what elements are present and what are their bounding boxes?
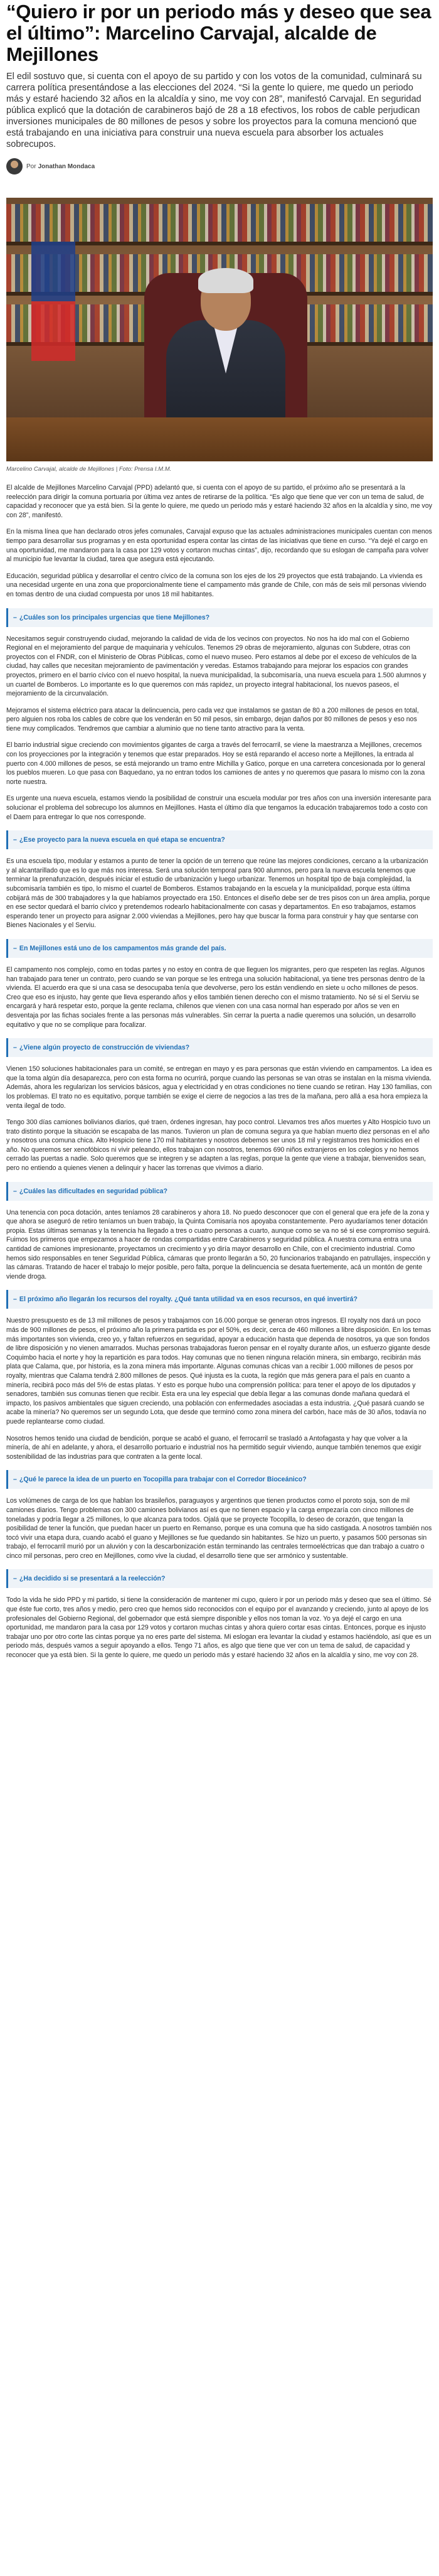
question-marker-icon: – [13,836,17,844]
article-paragraph: El campamento nos complejo, como en todas partes y no estoy en contra de que lleguen los migrantes, pero que respeten las reglas. Algunos han trabajado para tener un contrato, pero cuando se van porque se les entrega una solución habitacional, ya tiene tres personas dentro de la vivienda. El acuerdo era que si una casa se desocupaba tenía que devolverse, pero los están vendiendo en siete u ocho millones de pesos. Creo que eso es injusto, hay gente que lleva esperando años y ellos también tienen derecho con el mismo tratamiento. No sé si el Serviu se encargará y hará respetar esto, porque la gente reclama, chilenos que vienen con una casa normal han esperado por años se ven en desventaja por las fichas sociales frente a las personas más vulnerables. Sin cerrar la puerta a nadie queremos una solución, un desarrollo equitativo y que no se complique para focalizar. [6,965,425,1029]
article-paragraph: Una tenencia con poca dotación, antes teníamos 28 carabineros y ahora 18. No puedo desconocer que con el general que era jefe de la zona y que ahora se aseguró de retiro teníamos un buen trabajo, la Quinta Comisaría nos apoyaba constantemente. Pero ayudaríamos tener dotación propia. Estas últimas semanas y la tenencia ha llegado a tres o cuatro personas a cuarto, aunque como se va no sé si ese compromiso seguirá. Fuimos los primeros que empezamos a hacer de rondas compartidas entre Carabineros y seguridad pública. A nuestra comuna entra una cantidad de camiones impresionante, proyectamos un crecimiento y yo diría mayor desarrollo en Chile, con el crecimiento industrial. Como hemos sido responsables en tener Seguridad Pública, cámaras que pronto llegarán a 50, 20 funcionarios trabajando en patrullajes, inspección y las cámaras. Tratando de hacer el trabajo lo mejor posible, pero falta, porque la delincuencia se desata fuertemente, acá un montón de gente viende droga. [6,1208,431,1280]
byline [6,156,433,176]
question-text: ¿Cuáles las dificultades en seguridad pública? [19,1187,167,1195]
article-paragraph: Es una escuela tipo, modular y estamos a punto de tener la opción de un terreno que reúne las mejores condiciones, cercano a la urbanización y al alcantarillado que es lo que más nos interesa. Será una solución temporal para 900 alumnos, pero para la nueva escuela tenemos que terminar la prenafunzación, después iniciar el estudio de urbanización y luego urbanizar. Tenemos un hospital tipo de baja complejidad, la subcomisaría también es tipo, lo mismo el cuartel de Bomberos. Estamos trabajando en la escuela y la municipalidad, porque esta última cobijará más de 300 trabajadores y la que habíamos proyectado era 150. Entonces el diseño debe ser de tres pisos con un área amplia, porque en ese sector quedará el barrio cívico y pretendemos rodearlo habitacionalmente con casas y departamentos. En eso trabajamos, estamos esperando tener un proyecto para asignar 2.000 viviendas a Mejillones, pero hay que buscar la forma para construir y hay que sentarse con Bienes Nacionales y el Serviu. [6,857,430,930]
question-marker-icon: – [13,1044,17,1052]
question-text: ¿Qué le parece la idea de un puerto en Tocopilla para trabajar con el Corredor Bioceánico? [19,1476,307,1484]
interview-question [6,608,433,627]
interview-question [6,1182,433,1201]
article-paragraph: Necesitamos seguir construyendo ciudad, mejorando la calidad de vida de los vecinos con proyectos. No nos ha ido mal con el Gobierno Regional en el mejoramiento del parque de maquinaria y vehículos. Tenemos 29 obras de mejoramiento, algunas con Subdere, otras con proyectos con el FNDR, con el Ministerio de Obras Públicas, como el nuevo museo. Pero estamos al debe por el exceso de vehículos de la ciudad, hay calles que necesitan mejoramiento de pavimentación y veredas. Estamos trabajando para mejorar los espacios con grandes proyectos, primero en el barrio cívico con el nuevo hospital, la nueva municipalidad, la subcomisaría, una nueva escuela para 1.500 alumnos y un cuartel de Bomberos. Lo importante es lo que queremos con más rapidez, un proyecto integral habitacional, los nuevos paseos, el mejoramiento de la circunvalación. [6,635,426,698]
article-paragraph: Mejoramos el sistema eléctrico para atacar la delincuencia, pero cada vez que instalamos se gastan de 80 a 200 millones de pesos en total, pero alguien nos roba los cables de cobre que los venderán en 50 mil pesos, sin embargo, dejan daños por 80 millones de pesos y eso nos tiene muy complicados. Tendremos que cambiar a aluminio que no tiene tanto atractivo para la venta. [6,706,419,733]
question-text: ¿Ese proyecto para la nueva escuela en qué etapa se encuentra? [19,836,225,844]
question-text: En Mejillones está uno de los campamentos más grande del país. [19,944,226,952]
author-name-link[interactable]: Jonathan Mondaca [38,163,95,170]
article-paragraph: Es urgente una nueva escuela, estamos viendo la posibilidad de construir una escuela modular por tres años con una inversión interesante para solucionar el problema del sobrecupo los alumnos en Mejillones. Hasta el último día que tengamos la educación trabajaremos todo a costo con el Daem para entregar lo que nos corresponde. [6,795,431,821]
article-paragraph: Nuestro presupuesto es de 13 mil millones de pesos y trabajamos con 16.000 porque se generan otros ingresos. El royalty nos dará un poco más de 900 millones de pesos, el próximo año la primera partida es por el 50%, es decir, cerca de 460 millones a libre disposición. En los temas más importantes son vivienda, creo yo, y faltan refuerzos en seguridad, apoyar a educación hasta que dependa de nosotros, ya que son fondos de libre disposición y no vienen amarrados. Muchas personas trabajadoras fueron pensar en el royalty durante años, un esfuerzo gigante desde Coquimbo hacia el norte y hoy la repartición es para todos. Hay comunas que no tienen ninguna relación minera, sin embargo, recibirán más plata que Calama, que, por historia, es la zona minera más importante. Algunas comunas chicas van a recibir 1.000 millones de pesos por royalty, mientras que Calama tendrá 2.800 millones de pesos. Qué injusta es la cuota, la región que más genera para el país en cuanto a minería, recibirá poco más del 5% de estas platas. Y esto es porque hubo una comprensión política: para tener el apoyo de los diputados y senadores, también sus comunas tienen que recibir. Esta era una ley especial que debía llegar a las comunas donde mañana quedará el impacto, los pasivos ambientales que siguen creciendo, una población con enfermedades asociadas a esta industria. ¿Qué pasará cuando se acabe la minería? No queremos ser un segundo Lota, que desde que terminó como zona minera del carbón, hace más de 30 años, todavía no puede replantearse como ciudad. [6,1317,431,1425]
article-page [0,1,439,1679]
question-marker-icon: – [13,1575,17,1583]
question-text: ¿Viene algún proyecto de construcción de viviendas? [19,1044,190,1052]
interview-question [6,1290,433,1309]
article-headline: “Quiero ir por un periodo más y deseo que sea el último”: Marcelino Carvajal, alcalde de Mejillones [6,1,431,65]
flag-decoration [31,242,75,361]
article-paragraph: Los volúmenes de carga de los que hablan los brasileños, paraguayos y argentinos que tienen productos como el poroto soja, son de mil camiones diarios. Tengo problemas con 300 camiones bolivianos así es que no tienen espacio y la carga empezaría con cinco millones de toneladas y podría llegar a 25 millones, lo que alcanza para todos. Ojalá que se proyecte Tocopilla, lo deseo de corazón, que tengan la posibilidad de tener la función, que puedan hacer un puerto en Remanso, porque es una comuna que ha sido castigada. A nosotros también nos tocó vivir una etapa dura, cuando acabó el guano y Mejillones se fue quedando sin habitantes. Se hizo un puerto, y pasamos 500 personas sin trabajo, el ferrocarril murió por un aluvión y con la descarbonización están terminando las centrales termoeléctricas que dan trabajo a cuatro o cinco mil personas, pero creo en Mejillones, como vive la ciudad, el desarrollo tiene que ser armónico y sustentable. [6,1497,432,1560]
interview-question [6,939,433,958]
question-marker-icon: – [13,944,17,952]
article-paragraph: Tengo 300 días camiones bolivianos diarios, qué traen, órdenes ingresan, hay poco control. Llevamos tres años muertes y Alto Hospicio tuvo un trato distinto porque la situación se escapaba de las manos. Tuvieron un plan de comuna segura ya que habían muerto diez personas en el año y nosotros una comuna chica. Alto Hospicio tiene 170 mil habitantes y nosotros debemos ser unos 18 mil y registramos tres homicidios en el año. No queremos ser xenofóbicos ni vivir peleando, ellos trabajan con nosotros, tenemos 690 niños extranjeros en los colegios y no hemos cerrado las puertas a nadie. Solo queremos que se integren y se adapten a las reglas, porque la gente que viene a trabajar, bienvenidos sean, pero no entiendo a quienes vienen a delinquir y hacer las torrenas que vivimos a diario. [6,1119,431,1173]
article-paragraph: El barrio industrial sigue creciendo con movimientos gigantes de carga a través del ferrocarril, se viene la maestranza a Mejillones, crecemos con los proyecciones por la integración y tenemos que estar preparados. Hoy se está reparando el acceso norte a Mejillones, la entrada al puerto con 4.000 millones de pesos, se está mejorando un tramo entre Michilla y Gatico, porque en una carretera concesionada por lo general los pueblos mueren. Lo que pasa con Baquedano, ya no entran todos los camiones de antes y no queremos que pasara lo mismo con la zona norte nuestra. [6,741,425,786]
question-marker-icon: – [13,1187,17,1195]
photo-caption: Marcelino Carvajal, alcalde de Mejillones | Foto: Prensa I.M.M. [6,466,172,473]
interview-question [6,1470,433,1489]
question-marker-icon: – [13,613,17,621]
byline-prefix: Por [26,163,36,170]
article-body [6,483,433,1660]
interview-question [6,1038,433,1057]
interview-question [6,1569,433,1588]
article-paragraph: Vienen 150 soluciones habitacionales para un comité, se entregan en mayo y es para personas que están viviendo en campamentos. La idea es que la toma algún día desaparezca, pero con esta forma no ocurrirá, porque cuando las personas se van otras se instalan en la misma vivienda. Además, ahora les regularizan los servicios básicos, agua y electricidad y en otras condiciones no tiene cuando se retiran. Hay 130 familias, con los problemas. El trato no es equitativo, porque también se exige el cierre de negocios a las tres de la mañana, pero allá a esa hora empieza la venta ilegal de todo. [6,1065,432,1110]
article-paragraph: Todo la vida he sido PPD y mi partido, si tiene la consideración de mantener mi cupo, quiero ir por un periodo más y deseo que sea el último. Sé que éste fue corto, tres años y medio, pero creo que hemos sido reconocidos con el equipo por el avanzando y creciendo, junto al apoyo de los profesionales del Gobierno Regional, del gobernador que está siempre disponible y ellos nos toman la voz. Yo ya dejé el cargo en una oportunidad, me mandaron para la casa por 129 votos y cortaron muchas cintas y ahora quiero cortar esas cintas. Entonces, porque es injusto trabajar uno por otro corte las cintas porque ya no eres parte del sistema. Mi eslogan era levantar la ciudad y estamos haciéndolo, así que es un periodo más, después vamos a seguir apoyando a ellos. Tengo 71 años, es algo que tiene que ver con un tema de salud, de capacidad y reconocer que ya está bien. Si la gente lo quiere, me quedo un periodo más y estaré haciendo 32 años en la alcaldía y sino, me voy con 28. [6,1596,431,1660]
article-paragraph: Educación, seguridad pública y desarrollar el centro cívico de la comuna son los ejes de los 29 proyectos que está trabajando. La vivienda es una necesidad urgente en una zona que proporcionalmente tiene el campamento más grande de Chile, con más de seis mil personas viviendo en tomas dentro de una ciudad compuesta por unos 18 mil habitantes. [6,572,426,598]
question-marker-icon: – [13,1296,17,1304]
question-text: El próximo año llegarán los recursos del royalty. ¿Qué tanta utilidad va en esos recursos, en qué invertirá? [19,1296,357,1304]
article-paragraph: En la misma línea que han declarado otros jefes comunales, Carvajal expuso que las actuales administraciones municipales cuentan con menos tiempo para desarrollar sus programas y en esta oportunidad espera contar las cintas de las iniciativas que tiene en curso. “Ya dejé el cargo en una oportunidad, me mandaron para la casa por 129 votos y cortaron muchas cintas”, dijo, recordando que su eslogan de campaña para volver al municipio fue levantar la ciudad, tarea que asegura está ejecutando. [6,528,432,564]
article-paragraph: Nosotros hemos tenido una ciudad de bendición, porque se acabó el guano, el ferrocarril se trasladó a Antofagasta y hay que volver a la minería, de ahí en adelante, y ahora, el desarrollo portuario e industrial nos ha permitido seguir viviendo, aunque también tenemos que exigir sostenibilidad de las industrias para que contraten a la gente local. [6,1434,421,1461]
question-marker-icon: – [13,1476,17,1484]
author-avatar [6,158,23,174]
interview-question [6,830,433,849]
question-text: ¿Ha decidido si se presentará a la reelección? [19,1575,166,1583]
article-lede: El edil sostuvo que, si cuenta con el apoyo de su partido y con los votos de la comunidad, culminará su carrera política presentándose a las elecciones del 2024. “Si la gente lo quiere, me quedo un periodo más y estaré haciendo 32 años en la alcaldía y sino, me voy con 28”, manifestó Carvajal. En seguridad pública explicó que la dotación de carabineros bajó de 28 a 18 efectivos, los robos de cable perjudican inversiones municipales de 80 millones de pesos y sobre los proyectos para la comuna mencionó que está trabajando en una iniciativa para construir una nueva escuela para absorber los actuales sobrecupos. [6,72,422,149]
article-paragraph: El alcalde de Mejillones Marcelino Carvajal (PPD) adelantó que, si cuenta con el apoyo de su partido, el próximo año se presentará a la reelección para dirigir la comuna portuaria por última vez antes de retirarse de la política. “Es algo que tiene que ver con un tema de salud, de capacidad y reconocer que ya está bien. Si la gente lo quiere, me quedo un periodo más y estaré haciendo 32 años en la alcaldía y sino, me voy con 28”, manifestó. [6,484,433,519]
question-text: ¿Cuáles son los principales urgencias que tiene Mejillones? [19,613,210,621]
hero-photo [6,198,433,461]
